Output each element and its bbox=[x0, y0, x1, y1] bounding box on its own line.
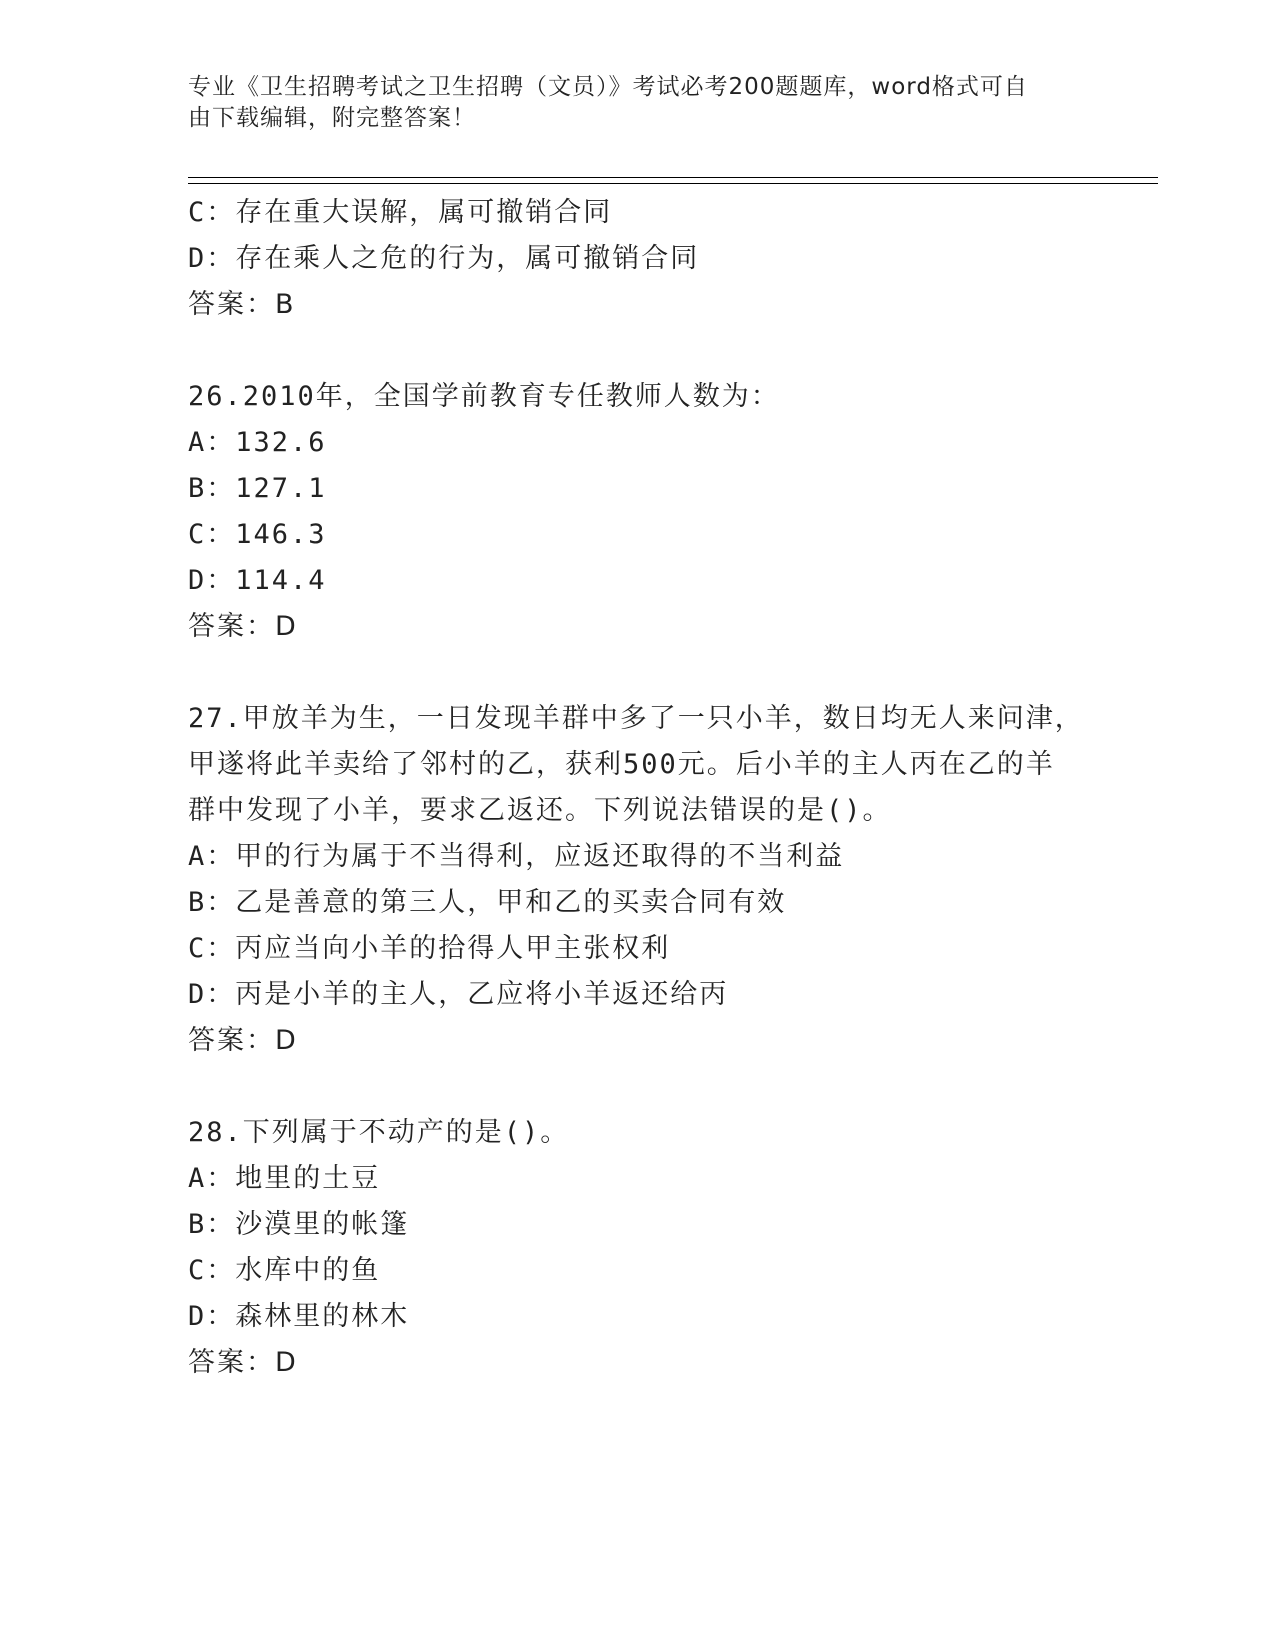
question-stem-line-1: 27.甲放羊为生，一日发现羊群中多了一只小羊，数日均无人来问津， bbox=[188, 703, 1084, 734]
header-line-2: 由下载编辑，附完整答案！ bbox=[188, 105, 476, 131]
option-c: C：146.3 bbox=[188, 519, 327, 550]
question-25 bbox=[188, 190, 1148, 328]
option-d: D：丙是小羊的主人，乙应将小羊返还给丙 bbox=[188, 979, 729, 1010]
spacer bbox=[188, 650, 1148, 696]
answer: 答案：B bbox=[188, 289, 296, 320]
spacer bbox=[188, 1064, 1148, 1110]
option-c: C：水库中的鱼 bbox=[188, 1255, 381, 1286]
header-line-1: 专业《卫生招聘考试之卫生招聘（文员）》考试必考200题题库，word格式可自 bbox=[188, 74, 1028, 100]
spacer bbox=[188, 328, 1148, 374]
option-a: A：甲的行为属于不当得利，应返还取得的不当利益 bbox=[188, 841, 845, 872]
option-b: B：127.1 bbox=[188, 473, 327, 504]
option-d: D：森林里的林木 bbox=[188, 1301, 410, 1332]
answer: 答案：D bbox=[188, 611, 298, 642]
option-c: C：丙应当向小羊的拾得人甲主张权利 bbox=[188, 933, 671, 964]
question-26 bbox=[188, 374, 1148, 650]
answer: 答案：D bbox=[188, 1347, 298, 1378]
question-list bbox=[188, 190, 1148, 1386]
option-d: D：114.4 bbox=[188, 565, 327, 596]
question-stem-line-3: 群中发现了小羊，要求乙返还。下列说法错误的是()。 bbox=[188, 795, 892, 826]
question-stem: 28.下列属于不动产的是()。 bbox=[188, 1117, 570, 1148]
option-b: B：沙漠里的帐篷 bbox=[188, 1209, 410, 1240]
option-a: A：地里的土豆 bbox=[188, 1163, 381, 1194]
answer: 答案：D bbox=[188, 1025, 298, 1056]
option-a: A：132.6 bbox=[188, 427, 327, 458]
option-b: B：乙是善意的第三人，甲和乙的买卖合同有效 bbox=[188, 887, 787, 918]
document-header bbox=[188, 72, 1068, 134]
question-28 bbox=[188, 1110, 1148, 1386]
option-d: D：存在乘人之危的行为，属可撤销合同 bbox=[188, 243, 700, 274]
question-stem-line-2: 甲遂将此羊卖给了邻村的乙，获利500元。后小羊的主人丙在乙的羊 bbox=[188, 749, 1055, 780]
header-divider-top bbox=[188, 177, 1158, 178]
question-stem: 26.2010年，全国学前教育专任教师人数为： bbox=[188, 381, 780, 412]
header-divider-bottom bbox=[188, 183, 1158, 184]
question-27 bbox=[188, 696, 1148, 1064]
option-c: C：存在重大误解，属可撤销合同 bbox=[188, 197, 613, 228]
